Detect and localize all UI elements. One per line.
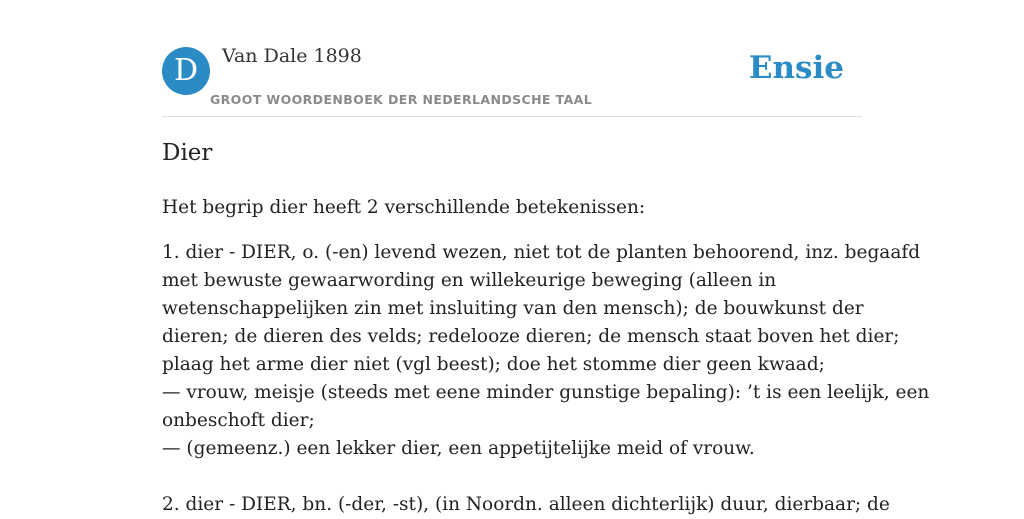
entry-title: Dier (162, 140, 213, 166)
definition-line: dieren; de dieren des velds; redelooze dieren; de mensch staat boven het dier; (162, 326, 900, 347)
definition-line: 1. dier - DIER, o. (-en) levend wezen, niet tot de planten behoorend, inz. begaafd (162, 242, 921, 263)
ensie-logo[interactable]: Ensie (748, 50, 844, 86)
definition-line: — vrouw, meisje (steeds met eene minder gunstige bepaling): ’t is een leelijk, een (162, 382, 930, 403)
definition-line: onbeschoft dier; (162, 410, 315, 431)
entry-intro: Het begrip dier heeft 2 verschillende betekenissen: (162, 197, 646, 218)
definition-2 (162, 491, 890, 519)
source-header (162, 0, 862, 117)
source-avatar[interactable]: D (162, 47, 210, 95)
definition-line: met bewuste gewaarwording en willekeurige beweging (alleen in (162, 270, 777, 291)
definition-line: wetenschappelijken zin met insluiting van den mensch); de bouwkunst der (162, 298, 864, 319)
source-subtitle: GROOT WOORDENBOEK DER NEDERLANDSCHE TAAL (210, 92, 593, 107)
definition-line: plaag het arme dier niet (vgl beest); doe het stomme dier geen kwaad; (162, 354, 825, 375)
page-container (162, 0, 930, 515)
source-title[interactable]: Van Dale 1898 (222, 45, 362, 67)
definition-line: 2. dier - DIER, bn. (-der, -st), (in Noordn. alleen dichterlijk) duur, dierbaar; de (162, 494, 890, 515)
definition-line: — (gemeenz.) een lekker dier, een appetijtelijke meid of vrouw. (162, 438, 755, 459)
definition-1 (162, 239, 930, 463)
